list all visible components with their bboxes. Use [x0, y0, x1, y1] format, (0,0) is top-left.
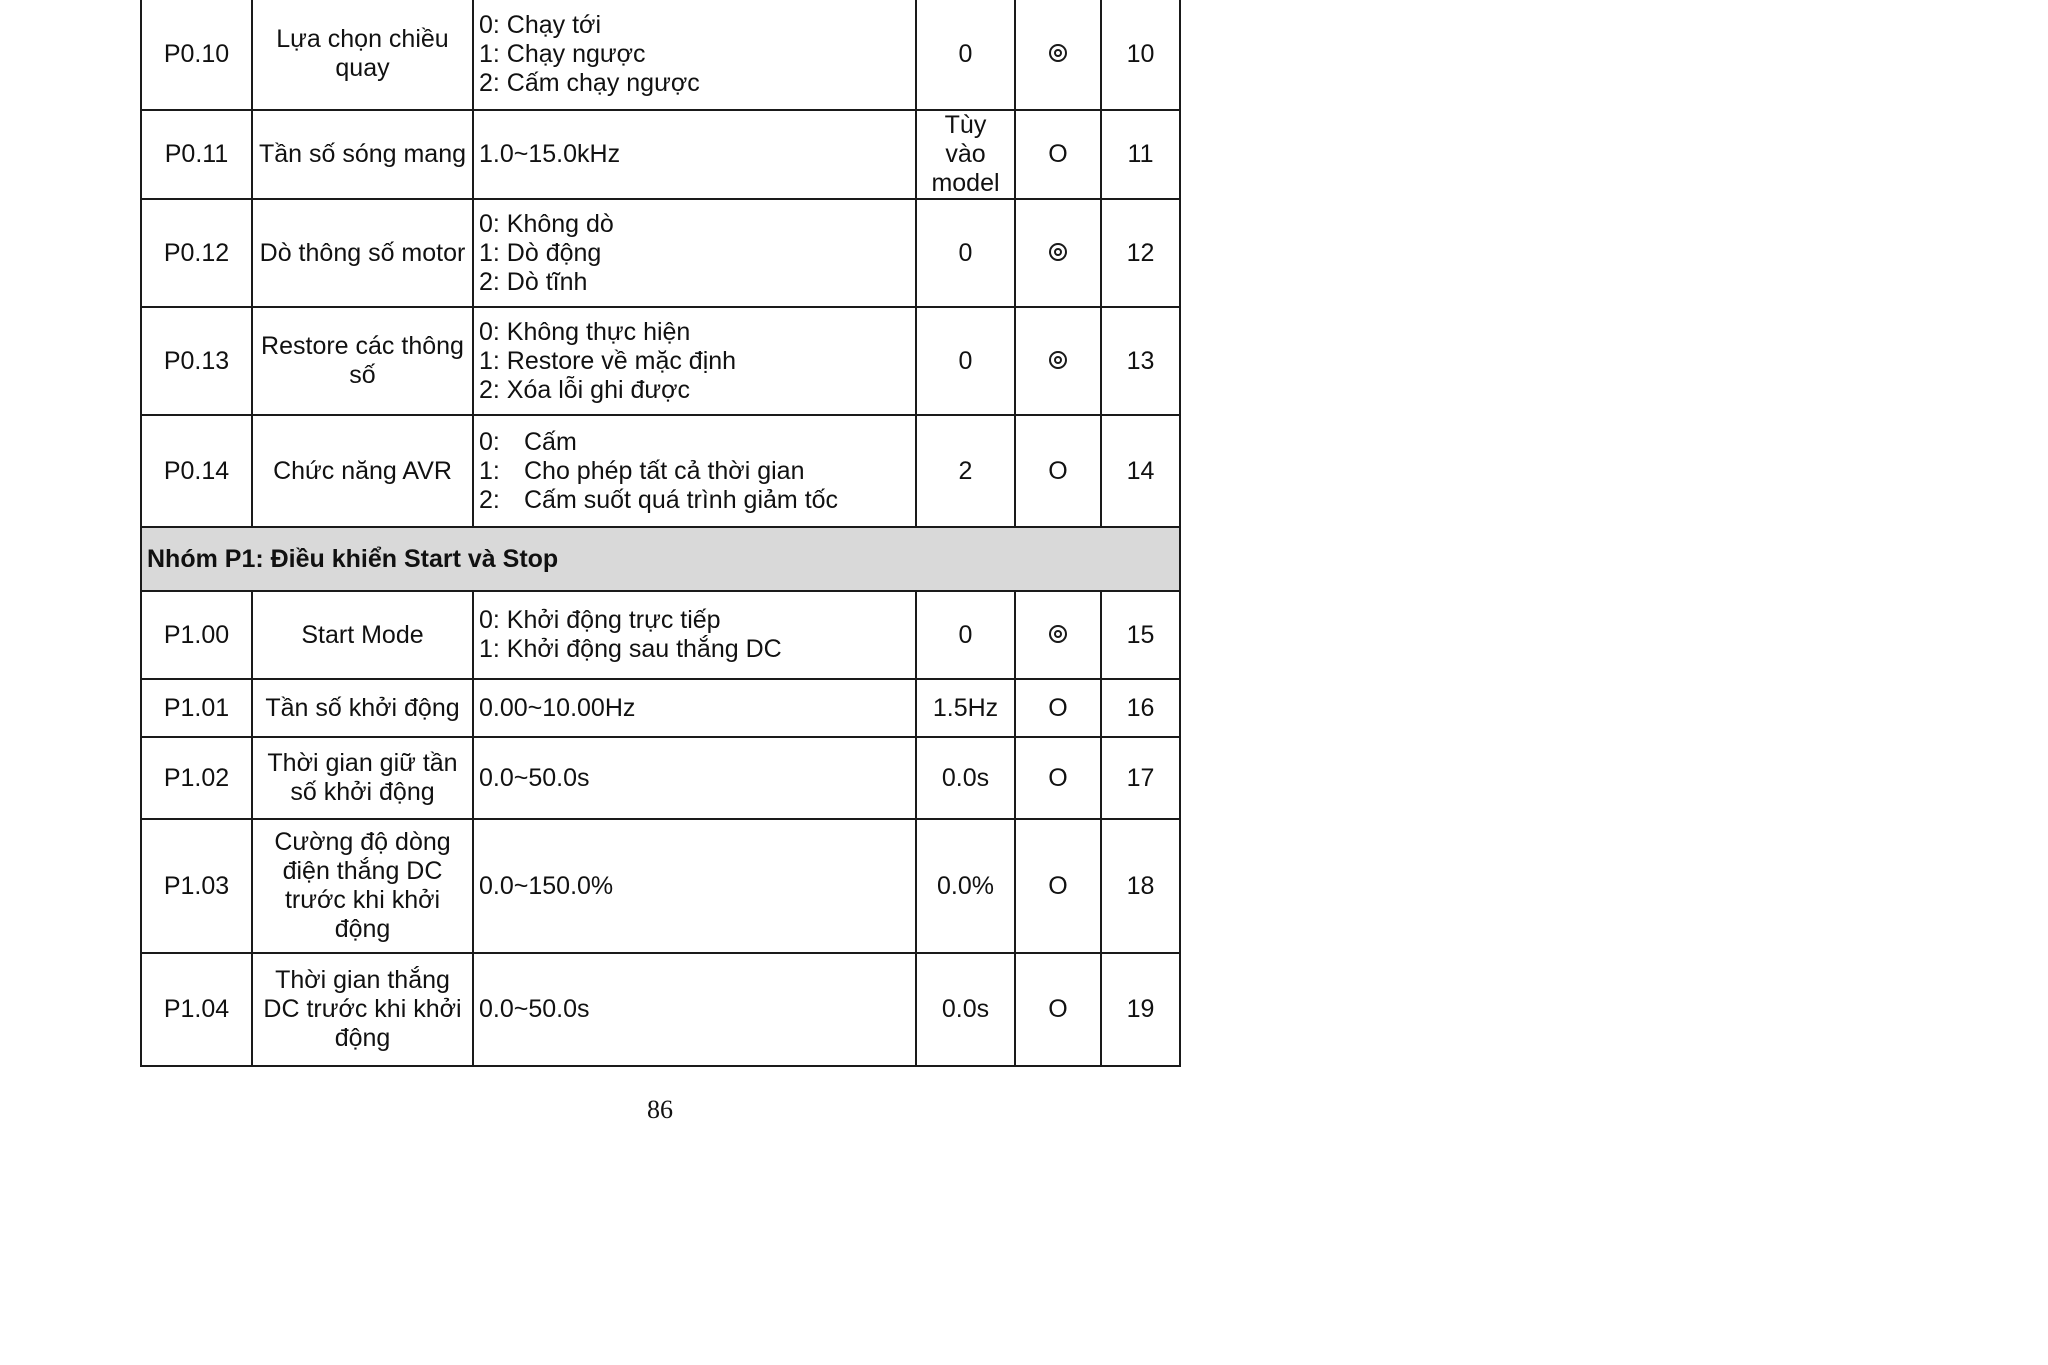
- range-line: [479, 486, 910, 515]
- range-line: [479, 457, 910, 486]
- param-address: 18: [1101, 819, 1180, 953]
- param-modify: [1015, 953, 1101, 1066]
- param-default: 0.0s: [916, 737, 1015, 819]
- range-line: 0: Không dò: [479, 209, 614, 238]
- modify-anytime-symbol: O: [1048, 140, 1068, 168]
- param-range: [473, 307, 916, 415]
- param-modify: [1015, 199, 1101, 307]
- range-line: 0.00~10.00Hz: [479, 693, 636, 722]
- param-range: [473, 110, 916, 199]
- range-item-text: Cấm: [524, 427, 577, 456]
- parameter-table-body: [141, 0, 1180, 1066]
- param-default: 0: [916, 199, 1015, 307]
- param-name: Tần số sóng mang: [252, 110, 473, 199]
- param-code: P1.00: [141, 591, 252, 679]
- param-address: 17: [1101, 737, 1180, 819]
- param-modify: [1015, 737, 1101, 819]
- param-name: Tần số khởi động: [252, 679, 473, 737]
- param-range: [473, 679, 916, 737]
- param-default: 2: [916, 415, 1015, 527]
- param-modify: [1015, 591, 1101, 679]
- table-row: [141, 415, 1180, 527]
- range-line: 1: Khởi động sau thắng DC: [479, 635, 782, 663]
- param-code: P1.01: [141, 679, 252, 737]
- param-range: [473, 199, 916, 307]
- param-address: 15: [1101, 591, 1180, 679]
- param-name: Lựa chọn chiều quay: [252, 0, 473, 110]
- range-item-text: Cho phép tất cả thời gian: [524, 456, 805, 485]
- parameter-table: [140, 0, 1181, 1067]
- param-default: 0.0s: [916, 953, 1015, 1066]
- range-line: 1: Chạy ngược: [479, 39, 646, 68]
- range-item-number: 0:: [479, 427, 500, 456]
- param-range: [473, 0, 916, 110]
- param-address: 11: [1101, 110, 1180, 199]
- range-item-number: 1:: [479, 456, 500, 485]
- param-default: 0: [916, 0, 1015, 110]
- param-name: Restore các thông số: [252, 307, 473, 415]
- table-row: [141, 953, 1180, 1066]
- param-code: P0.11: [141, 110, 252, 199]
- range-item-text: Cấm suốt quá trình giảm tốc: [524, 485, 839, 514]
- modify-once-symbol: [1049, 625, 1067, 643]
- param-code: P1.03: [141, 819, 252, 953]
- param-code: P1.02: [141, 737, 252, 819]
- group-title: Nhóm P1: Điều khiển Start và Stop: [141, 527, 1180, 591]
- table-row: [141, 110, 1180, 199]
- range-line: 2: Dò tĩnh: [479, 267, 588, 296]
- param-name: Cường độ dòng điện thắng DC trước khi khởi động: [252, 819, 473, 953]
- param-name: Thời gian giữ tần số khởi động: [252, 737, 473, 819]
- table-row: [141, 819, 1180, 953]
- param-default: 0: [916, 307, 1015, 415]
- param-default: 0: [916, 591, 1015, 679]
- param-address: 10: [1101, 0, 1180, 110]
- param-range: [473, 737, 916, 819]
- range-line: 1.0~15.0kHz: [479, 140, 621, 168]
- param-address: 13: [1101, 307, 1180, 415]
- param-code: P0.10: [141, 0, 252, 110]
- modify-anytime-symbol: O: [1048, 693, 1068, 722]
- range-line: 2: Cấm chạy ngược: [479, 68, 700, 97]
- param-range: [473, 819, 916, 953]
- param-default: 0.0%: [916, 819, 1015, 953]
- table-row: [141, 679, 1180, 737]
- param-code: P0.14: [141, 415, 252, 527]
- param-range: [473, 591, 916, 679]
- modify-once-symbol: [1049, 243, 1067, 261]
- param-name: Chức năng AVR: [252, 415, 473, 527]
- param-default: Tùy vào model: [916, 110, 1015, 199]
- modify-once-symbol: [1049, 44, 1067, 62]
- table-row: [141, 591, 1180, 679]
- param-address: 19: [1101, 953, 1180, 1066]
- param-modify: [1015, 307, 1101, 415]
- table-row: [141, 199, 1180, 307]
- param-name: Start Mode: [252, 591, 473, 679]
- param-address: 12: [1101, 199, 1180, 307]
- range-line: 0: Chạy tới: [479, 10, 601, 39]
- modify-once-symbol: [1049, 351, 1067, 369]
- page-number: 86: [647, 1095, 673, 1124]
- param-modify: [1015, 110, 1101, 199]
- modify-anytime-symbol: O: [1048, 456, 1068, 485]
- param-modify: [1015, 415, 1101, 527]
- param-name: Thời gian thắng DC trước khi khởi động: [252, 953, 473, 1066]
- param-name: Dò thông số motor: [252, 199, 473, 307]
- range-line: 0: Khởi động trực tiếp: [479, 606, 721, 634]
- param-address: 14: [1101, 415, 1180, 527]
- modify-anytime-symbol: O: [1048, 763, 1068, 792]
- range-item-number: 2:: [479, 485, 500, 514]
- modify-anytime-symbol: O: [1048, 995, 1068, 1023]
- range-line: 1: Restore về mặc định: [479, 346, 737, 375]
- range-line: 2: Xóa lỗi ghi được: [479, 375, 691, 404]
- param-modify: [1015, 0, 1101, 110]
- param-modify: [1015, 819, 1101, 953]
- range-line: [479, 428, 910, 457]
- table-row: [141, 0, 1180, 110]
- range-line: 1: Dò động: [479, 238, 602, 267]
- range-line: 0.0~150.0%: [479, 871, 614, 900]
- param-range: [473, 415, 916, 527]
- param-code: P0.13: [141, 307, 252, 415]
- param-code: P0.12: [141, 199, 252, 307]
- param-range: [473, 953, 916, 1066]
- range-line: 0.0~50.0s: [479, 763, 590, 792]
- param-code: P1.04: [141, 953, 252, 1066]
- param-default: 1.5Hz: [916, 679, 1015, 737]
- group-header-row: [141, 527, 1180, 591]
- range-line: 0.0~50.0s: [479, 995, 590, 1023]
- table-row: [141, 737, 1180, 819]
- table-row: [141, 307, 1180, 415]
- modify-anytime-symbol: O: [1048, 871, 1068, 900]
- param-address: 16: [1101, 679, 1180, 737]
- param-modify: [1015, 679, 1101, 737]
- range-line: 0: Không thực hiện: [479, 317, 691, 346]
